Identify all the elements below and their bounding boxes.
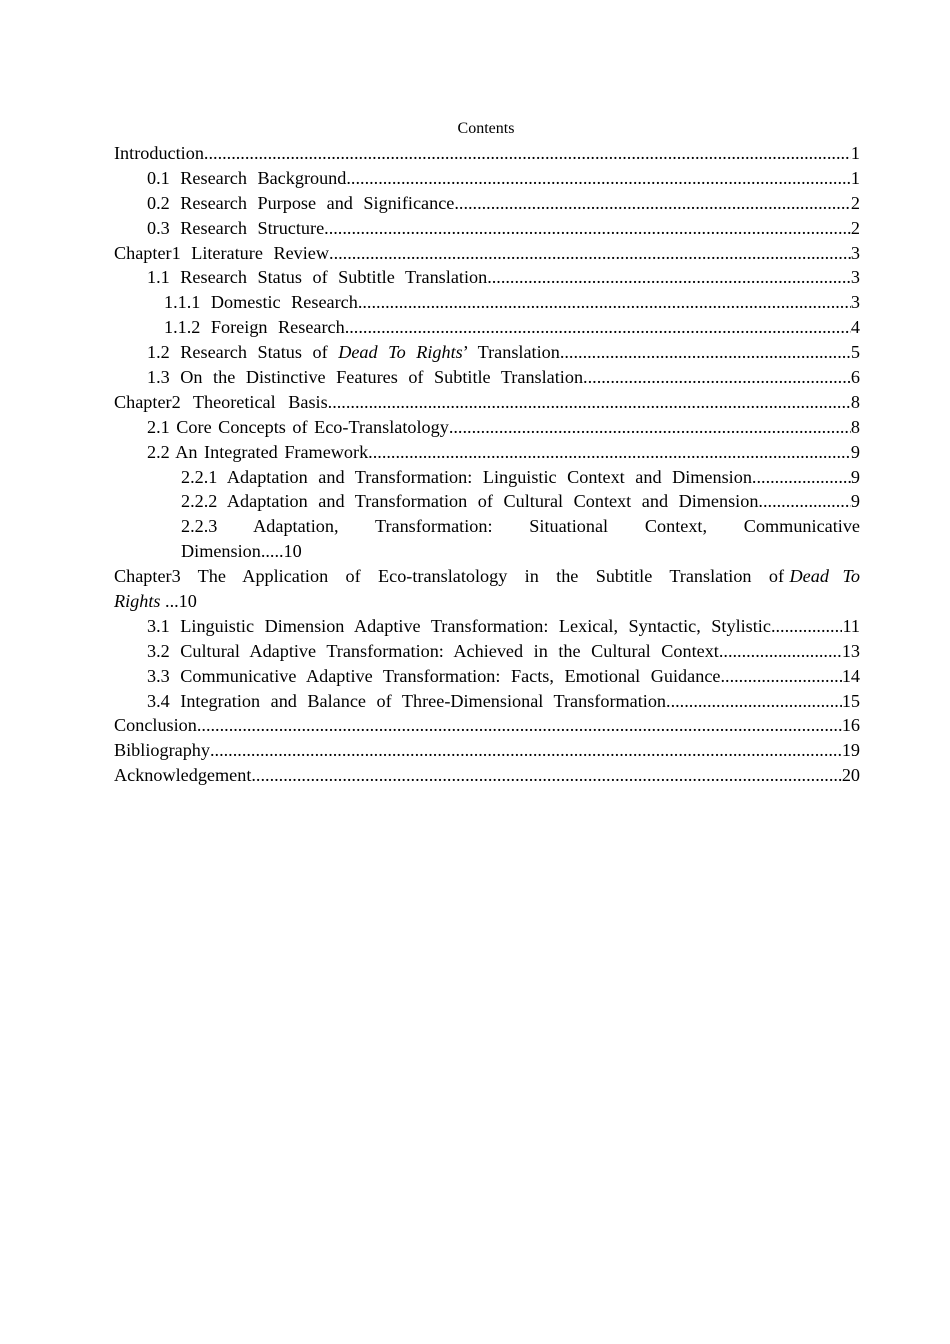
dot-leader bbox=[666, 689, 842, 714]
dot-leader bbox=[560, 340, 851, 365]
toc-entry-chapter1 bbox=[114, 241, 860, 266]
toc-entry-1-1 bbox=[114, 265, 860, 290]
dot-leader bbox=[368, 440, 851, 465]
toc-entry-label: 0.2 Research Purpose and Significance bbox=[147, 192, 455, 213]
label-prefix: 1.2 Research Status of bbox=[147, 342, 339, 363]
dot-leader bbox=[329, 241, 851, 266]
toc-entry-label: Chapter3 The Application of Eco-translatology in the Subtitle Translation of bbox=[114, 566, 785, 587]
toc-entry-page: 5 bbox=[850, 342, 860, 363]
toc-entry-page: 11 bbox=[842, 615, 860, 636]
toc-entry-page: 9 bbox=[850, 491, 860, 512]
toc-entry-label: 2.2.2 Adaptation and Transformation of Cultural Context and Dimension bbox=[181, 491, 759, 512]
toc-entry-page: 16 bbox=[841, 715, 860, 736]
toc-entry-3-3 bbox=[114, 664, 860, 689]
toc-entry-label: Chapter2 Theoretical Basis bbox=[114, 391, 328, 412]
toc-entry-label: Chapter1 Literature Review bbox=[114, 242, 330, 263]
dot-leader bbox=[204, 141, 851, 166]
dot-leader bbox=[251, 763, 841, 788]
film-title-continued: Rights bbox=[114, 591, 161, 612]
toc-entry-label: 2.1 Core Concepts of Eco-Translatology bbox=[147, 416, 449, 437]
dot-leader bbox=[346, 166, 851, 191]
toc-entry-page: 3 bbox=[850, 292, 860, 313]
toc-entry-3-1 bbox=[114, 614, 860, 639]
toc-entry-label bbox=[147, 340, 560, 365]
toc-entry-page: 20 bbox=[841, 765, 860, 786]
dot-leader bbox=[197, 713, 842, 738]
toc-entry-label: 0.1 Research Background bbox=[147, 167, 347, 188]
toc-entry-label: 3.3 Communicative Adaptive Transformation: Facts, Emotional Guidance bbox=[147, 665, 721, 686]
toc-entry-label: 3.4 Integration and Balance of Three-Dimensional Transformation bbox=[147, 690, 667, 711]
toc-entry-label: 1.3 On the Distinctive Features of Subtitle Translation bbox=[147, 367, 584, 388]
toc-entry-page: 8 bbox=[850, 416, 860, 437]
toc-entry-page: 13 bbox=[841, 640, 860, 661]
toc-entry-label: 1.1.2 Foreign Research bbox=[164, 317, 345, 338]
toc-entry-label: 2.2 An Integrated Framework bbox=[147, 441, 369, 462]
toc-entry-1-1-1 bbox=[114, 290, 860, 315]
dot-leader bbox=[752, 465, 851, 490]
dot-leader bbox=[345, 315, 851, 340]
toc-entry-page: 14 bbox=[841, 665, 860, 686]
toc-entry-conclusion bbox=[114, 713, 860, 738]
toc-entry-page: 6 bbox=[850, 367, 860, 388]
toc-entry-chapter3-continuation bbox=[114, 589, 860, 614]
dot-leader bbox=[454, 191, 851, 216]
toc-entry-label: 1.1.1 Domestic Research bbox=[164, 292, 358, 313]
dot-leader bbox=[210, 738, 842, 763]
toc-entry-page: 4 bbox=[850, 317, 860, 338]
dot-leader bbox=[328, 390, 851, 415]
toc-entry-label: Acknowledgement bbox=[114, 765, 252, 786]
dot-leader bbox=[758, 489, 850, 514]
toc-entry-0-2 bbox=[114, 191, 860, 216]
dot-leader bbox=[358, 290, 851, 315]
toc-entry-page: 9 bbox=[850, 466, 860, 487]
toc-entry-page: 8 bbox=[850, 391, 860, 412]
film-title: Dead To Rights bbox=[338, 342, 463, 363]
toc-entry-3-4 bbox=[114, 689, 860, 714]
toc-entry-2-1 bbox=[114, 415, 860, 440]
toc-entry-2-2-3-continuation: Dimension.....10 bbox=[181, 541, 302, 562]
toc-entry-1-1-2 bbox=[114, 315, 860, 340]
dot-leader bbox=[324, 216, 851, 241]
label-suffix: ’ Translation bbox=[462, 342, 560, 363]
dot-leader bbox=[583, 365, 851, 390]
toc-entry-0-3 bbox=[114, 216, 860, 241]
toc-entry-page: 1 bbox=[850, 167, 860, 188]
toc-entry-page: 2 bbox=[850, 217, 860, 238]
toc-entry-acknowledgement bbox=[114, 763, 860, 788]
toc-entry-page: ...10 bbox=[160, 591, 197, 612]
toc-entry-label: 0.3 Research Structure bbox=[147, 217, 325, 238]
dot-leader bbox=[720, 664, 841, 689]
toc-entry-bibliography bbox=[114, 738, 860, 763]
toc-entry-0-1 bbox=[114, 166, 860, 191]
toc-title: Contents bbox=[457, 120, 515, 137]
toc-entry-1-2 bbox=[114, 340, 860, 365]
toc-entry-label: 3.1 Linguistic Dimension Adaptive Transformation: Lexical, Syntactic, Stylistic bbox=[147, 615, 771, 636]
table-of-contents bbox=[114, 141, 860, 788]
toc-entry-page: 15 bbox=[841, 690, 860, 711]
toc-entry-label: 1.1 Research Status of Subtitle Translation bbox=[147, 267, 488, 288]
toc-entry-introduction bbox=[114, 141, 860, 166]
film-title: Dead To bbox=[789, 566, 860, 587]
dot-leader bbox=[449, 415, 851, 440]
toc-entry-page: 9 bbox=[850, 441, 860, 462]
toc-entry-label: Introduction bbox=[114, 143, 204, 163]
toc-entry-3-2 bbox=[114, 639, 860, 664]
dot-leader bbox=[771, 614, 843, 639]
toc-entry-page: 3 bbox=[850, 242, 860, 263]
toc-entry-2-2-1 bbox=[114, 465, 860, 490]
toc-entry-label: Conclusion bbox=[114, 715, 197, 736]
toc-entry-2-2-3: 2.2.3 Adaptation, Transformation: Situational Context, Communicative bbox=[181, 516, 860, 537]
toc-entry-chapter3 bbox=[114, 564, 860, 589]
toc-entry-label: Bibliography bbox=[114, 740, 210, 761]
toc-entry-page: 3 bbox=[850, 267, 860, 288]
toc-entry-page: 1 bbox=[850, 143, 860, 163]
dot-leader bbox=[719, 639, 842, 664]
toc-entry-page: 2 bbox=[850, 192, 860, 213]
dot-leader bbox=[487, 265, 851, 290]
toc-entry-label: 3.2 Cultural Adaptive Transformation: Achieved in the Cultural Context bbox=[147, 640, 719, 661]
toc-entry-1-3 bbox=[114, 365, 860, 390]
toc-entry-2-2 bbox=[114, 440, 860, 465]
toc-entry-2-2-2 bbox=[114, 489, 860, 514]
toc-entry-chapter2 bbox=[114, 390, 860, 415]
toc-entry-page: 19 bbox=[841, 740, 860, 761]
toc-entry-label: 2.2.1 Adaptation and Transformation: Linguistic Context and Dimension bbox=[181, 466, 752, 487]
